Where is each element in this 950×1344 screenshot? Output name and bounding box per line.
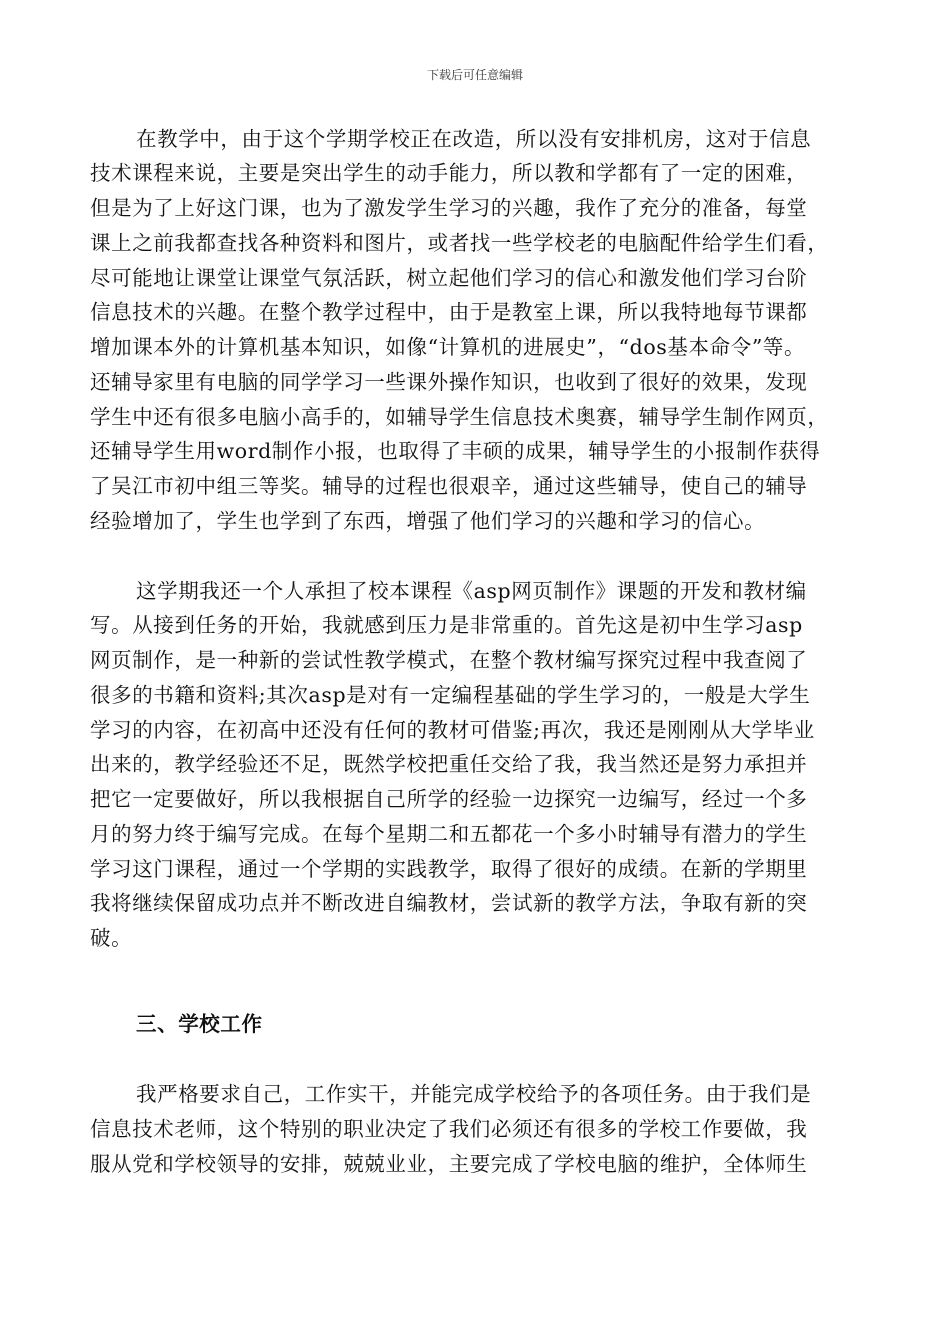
text-line: 学习这门课程，通过一个学期的实践教学，取得了很好的成绩。在新的学期里 (90, 857, 808, 881)
text-line: 但是为了上好这门课，也为了激发学生学习的兴趣，我作了充分的准备，每堂 (90, 196, 808, 220)
text-line: 学习的内容，在初高中还没有任何的教材可借鉴;再次，我还是刚刚从大学毕业 (90, 718, 815, 742)
text-line: 经验增加了，学生也学到了东西，增强了他们学习的兴趣和学习的信心。 (90, 509, 766, 533)
text-line: 很多的书籍和资料;其次asp是对有一定编程基础的学生学习的，一般是大学生 (90, 683, 811, 707)
text-line: 了吴江市初中组三等奖。辅导的过程也很艰辛，通过这些辅导，使自己的辅导 (90, 474, 808, 498)
text-line: 尽可能地让课堂让课堂气氛活跃，树立起他们学习的信心和激发他们学习台阶 (90, 266, 808, 290)
text-line: 写。从接到任务的开始，我就感到压力是非常重的。首先这是初中生学习asp (90, 613, 803, 637)
text-line: 出来的，教学经验还不足，既然学校把重任交给了我，我当然还是努力承担并 (90, 752, 808, 776)
text-line: 信息技术的兴趣。在整个教学过程中，由于是教室上课，所以我特地每节课都 (90, 300, 808, 324)
page-header: 下载后可任意编辑 (426, 68, 523, 82)
text-line: 增加课本外的计算机基本知识，如像“计算机的进展史”，“dos基本命令”等。 (90, 335, 806, 359)
text-line: 这学期我还一个人承担了校本课程《asp网页制作》课题的开发和教材编 (136, 579, 807, 603)
text-line: 我将继续保留成功点并不断改进自编教材，尝试新的教学方法，争取有新的突 (90, 891, 808, 915)
text-line: 我严格要求自己，工作实干，并能完成学校给予的各项任务。由于我们是 (136, 1082, 812, 1106)
text-line: 还辅导学生用word制作小报，也取得了丰硕的成果，辅导学生的小报制作获得 (90, 439, 821, 463)
text-line: 课上之前我都查找各种资料和图片，或者找一些学校老的电脑配件给学生们看， (90, 231, 829, 255)
text-line: 技术课程来说，主要是突出学生的动手能力，所以教和学都有了一定的困难， (90, 161, 808, 185)
text-line: 月的努力终于编写完成。在每个星期二和五都花一个多小时辅导有潜力的学生 (90, 822, 808, 846)
text-line: 网页制作，是一种新的尝试性教学模式，在整个教材编写探究过程中我查阅了 (90, 648, 808, 672)
text-line: 学生中还有很多电脑小高手的，如辅导学生信息技术奥赛，辅导学生制作网页， (90, 405, 829, 429)
text-line: 还辅导家里有电脑的同学学习一些课外操作知识，也收到了很好的效果，发现 (90, 370, 808, 394)
text-line: 在教学中，由于这个学期学校正在改造，所以没有安排机房，这对于信息 (136, 127, 812, 151)
text-line: 信息技术老师，这个特别的职业决定了我们必须还有很多的学校工作要做，我 (90, 1117, 808, 1141)
text-line: 把它一定要做好，所以我根据自己所学的经验一边探究一边编写，经过一个多 (90, 787, 808, 811)
section-heading: 三、学校工作 (136, 1012, 263, 1036)
text-line: 破。 (90, 926, 133, 950)
text-line: 服从党和学校领导的安排，兢兢业业，主要完成了学校电脑的维护，全体师生 (90, 1152, 808, 1176)
